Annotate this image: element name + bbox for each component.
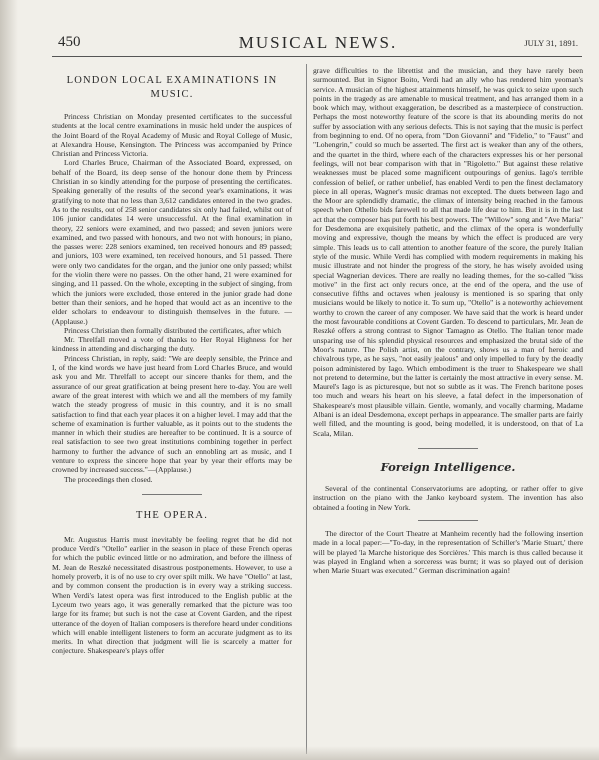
article-paragraph: Mr. Threlfall moved a vote of thanks to Her Royal Highness for her kindness in attending and discharging the duty. <box>52 335 292 354</box>
section-title-examinations: LONDON LOCAL EXAMINATIONS IN MUSIC. <box>66 75 278 100</box>
article-paragraph: Princess Christian then formally distributed the certificates, after which <box>64 325 281 335</box>
section-title-foreign: Foreign Intelligence. <box>380 459 516 474</box>
section-divider <box>418 448 478 449</box>
section-divider <box>142 494 202 495</box>
article-paragraph: Princess Christian, in reply, said: "We are deeply sensible, the Prince and I, of the kind words we have just heard from Lord Charles Bruce, and would ask you and Mr. Threlfall to accept our sincere thanks for them, and the assurance of our great gratification at being present here to-day. You are well aware of the great interest with which we and all the members of my family watch the steady progress of music in this country, and it is no small satisfaction to find that each year places it on a higher level. I may add that the scheme of examination is further valuable, as it points out to the students the manner in which their studies are hereafter to be continued. It is a source of real satisfaction to see two great institutions combining together in perfect harmony to further the advance of such an ennobling art as music, and I venture to express the sincere hope that year by year their efforts may be crowned by increased success."—(Applause.) <box>52 353 292 475</box>
article-paragraph: Lord Charles Bruce, Chairman of the Associated Board, expressed, on behalf of the Board, its deep sense of the honour done them by Princess Christian in so kindly attending for the purpose of presenting the certificates. Speaking generally of the results of the second year's examinations, it was gratifying to note that no less than 3,612 candidates entered in the two grades. As to the results, out of 258 senior candidates six only had failed, whilst out of 106 junior candidates 14 were unsuccessful. At the final examination in theory, 22 seniors were examined, and two passed; and seven juniors were examined, and two passed with honours, and two not with honours; in piano, the passes were: 228 seniors examined, ten received honours and 89 passed; and juniors, 103 were examined, ten received honours, and 51 passed. There were only two candidates for the organ, and the junior one only passed; whilst for the violin there were no passes. On the other hand, 21 were examined for singing, and 11 passed. On the whole, excepting in the subject of singing, from which the juniors were excluded, those entered in the junior grade had done better than their seniors, and he hoped that would act as an incentive to the elder scholars to endeavour to distinguish themselves in the future. — (Applause.) <box>52 158 292 326</box>
article-paragraph: grave difficulties to the librettist and the musician, and they have rarely been surmounted. But in Signor Boito, Verdi had an ally who has rendered him yeoman's service. A musician of the highest attainments himself, he was quick to seize upon such points in the tragedy as are amenable to musical treatment, and has arranged them in a book which may, without exaggeration, be described as a masterpiece of construction. Perhaps the most noteworthy feature of the score is that its abounding merits do not suffer by association with any serious defects. This is not saying that the music is perfect from beginning to end. Of no opera, from "Don Giovanni" and "Fidelio," to "Faust" and "Lohengrin," could so much be asserted. The first act is weaker than any of the others, and the quartet in the third, where each of the characters expresses his or her personal feelings, will not bear comparison with that in "Rigoletto." But against these relative weaknesses must be placed some magnificent outpourings of genius. Iago's terrible confession of belief, or rather unbelief, has enabled Verdi to pen the finest declamatory piece in all operas, Wagner's music dramas not excepted. The duets between Iago and the Moor are splendidly dramatic, the climax of intensity being reached in the famous speech when Othello bids farewell to all that made life dear to him. But it is in the last act that the composer has put forth his best powers. The "Willow" song and "Ave Maria" for Desdemona are exquisitely pathetic, and the climax of the opera is wonderfully moving and expressive, though the means by which the effect is produced are very simple. This leads us to call attention to another feature of the score, the purely Italian style of the music. While Verdi has complied with modern requirements in making his music illustrate and not hinder the progress of the story, he has wisely avoided using special Wagnerian devices. There are really no leading themes, for the so-called "kiss motive" in the first act only recurs once, at the end of the opera, and the use of consecutive fifths and octaves when jealousy is mentioned is so sparing that only musicians would be likely to notice it. To sum up, "Otello" is a noteworthy achievement worthy to crown the career of any composer. We have said that the work is heard under the most favourable conditions at Covent Garden. To descend to particulars, Mr. Jean de Reszké offers a strong contrast to Signor Tamagno as Otello. The Italian tenor made unsparing use of his splendid physical resources and emphasized the brutal side of the Moor's nature. The Polish artist, on the contrary, shows us a man of heroic and chivalrous type, as he says, "not easily jealous" and only impelled to fury by the deadly poison administered by Iago. Which embodiment is the truer to Shakespeare we shall not pretend to determine, but the latter is certainly the most attractive in every sense. M. Maurel's Iago is as picturesque, but not so subtle as it was. The French baritone poses too much and wears his heart on his sleeve, a fatal defect in the impersonation of Shakespeare's most plausible villain. Gentle, womanly, and vocally charming, Madame Albani is an ideal Desdemona, except perhaps in appearance. The smaller parts are fairly well filled, and the mounting is good, being modelled, it is understood, on that of La Scala, Milan. <box>313 66 583 438</box>
page-number: 450 <box>58 34 81 50</box>
binding-shadow <box>0 0 18 760</box>
article-paragraph: The proceedings then closed. <box>64 474 153 484</box>
article-paragraph: Princess Christian on Monday presented certificates to the successful students at the local centre examinations in music held under the auspices of the Joint Board of the Royal Academy of Music and Royal College of Music, at Alexandra House, Kensington. The Princess was accompanied by Prince Christian and Princess Victoria. <box>52 112 292 159</box>
column-divider <box>306 64 307 754</box>
section-title-opera: THE OPERA. <box>135 509 209 521</box>
right-column <box>313 66 583 756</box>
page-bottom-shadow <box>0 746 599 760</box>
masthead-title: MUSICAL NEWS. <box>238 33 398 52</box>
issue-date: JULY 31, 1891. <box>524 38 578 48</box>
article-paragraph: The director of the Court Theatre at Manheim recently had the following insertion made in a local paper:—"To-day, in the representation of Schiller's 'Marie Stuart,' there will be played 'la Marche historique des Sorcières.' This march is thus called because it was played in England when a sorceress was burnt; it was so played out of derision when Marie Stuart was executed." German discrimination again! <box>313 529 583 576</box>
section-divider <box>418 520 478 521</box>
article-paragraph: Several of the continental Conservatoriums are adopting, or rather offer to give instruction on the piano with the Janko keyboard system. The invention has also obtained a footing in New York. <box>313 484 583 512</box>
page-header <box>58 34 578 56</box>
left-column <box>52 66 292 756</box>
header-rule <box>52 56 582 57</box>
article-paragraph: Mr. Augustus Harris must inevitably be feeling regret that he did not produce Verdi's "Otello" earlier in the season in place of these French operas for which the public evinced little or no admiration, and before the illness of M. Jean de Reszké necessitated disastrous postponements. However, to use a homely proverb, it is of no use to cry over spilt milk. We have "Otello" at last, and by common consent the production is in every way a striking success. When Verdi's latest opera was first introduced to the English public at the Lyceum two years ago, it was generally remarked that the picture was too large for its frame; but such is not the case at Covent Garden, and the ripest utterance of the doyen of Italian composers is therefore heard under conditions which will enable intelligent listeners to form an accurate judgment as to its merits. In what direction that judgment will lie is scarcely a matter for conjecture. Shakespeare's plays offer <box>52 534 292 656</box>
